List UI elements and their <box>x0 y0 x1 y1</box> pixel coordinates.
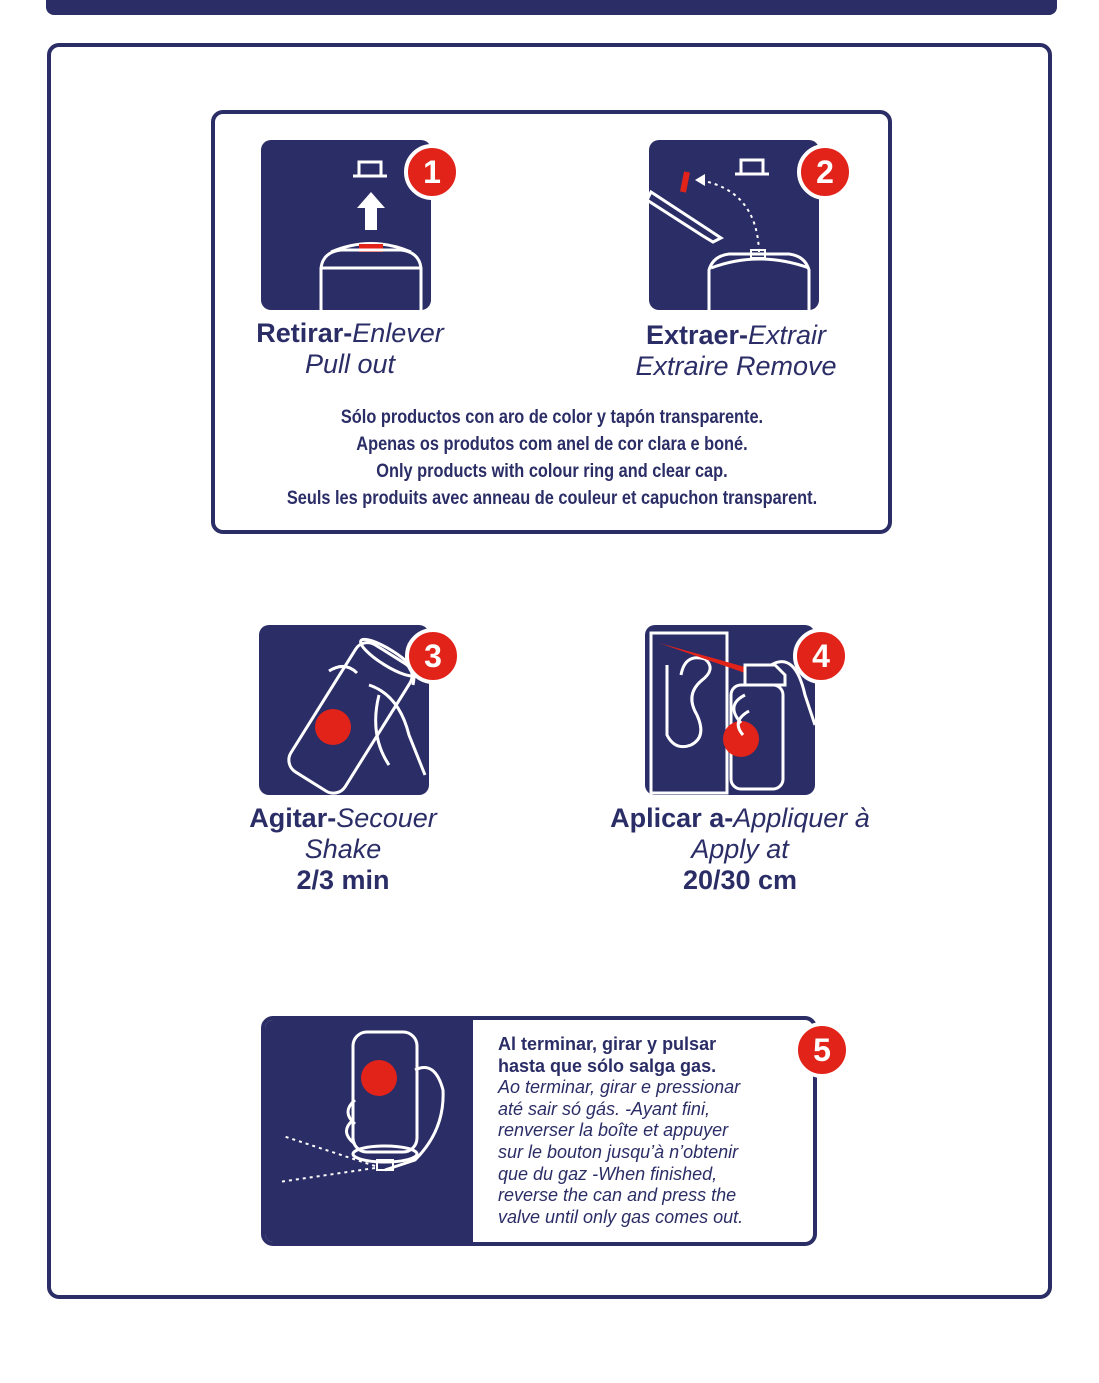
step5-text <box>498 1034 798 1228</box>
step2-number-badge: 2 <box>797 144 853 200</box>
step1-number-badge: 1 <box>404 144 460 200</box>
step1-label-italic: Enlever <box>352 318 444 348</box>
step3-label-italic: Secouer <box>336 803 437 833</box>
step5-italic-line: sur le bouton jusqu’à n’obtenir <box>498 1141 739 1162</box>
step1-line2: Pull out <box>304 349 396 379</box>
step4-label-bold: Aplicar a- <box>610 803 734 833</box>
step4-line3: 20/30 cm <box>682 865 798 895</box>
step5-italic-line: até sair só gás. -Ayant fini, <box>498 1098 710 1119</box>
step5-box <box>261 1016 817 1246</box>
step5-number-badge: 5 <box>794 1022 850 1078</box>
step4-label-italic: Appliquer à <box>733 803 870 833</box>
step2-caption <box>596 320 876 382</box>
note-line-en: Only products with colour ring and clear cap. <box>376 461 728 482</box>
top-bar <box>46 0 1057 15</box>
note-line-pt: Apenas os produtos com anel de cor clara e boné. <box>356 434 748 455</box>
step5-italic-line: renverser la boîte et appuyer <box>498 1120 729 1141</box>
step3-label-bold: Agitar- <box>249 803 337 833</box>
spray-wall-icon <box>645 625 815 795</box>
step3-caption <box>208 803 478 896</box>
can-extract-ring-icon <box>649 140 819 310</box>
note-line-es: Sólo productos con aro de color y tapón transparente. <box>340 407 764 428</box>
step2-label-bold: Extraer- <box>645 320 749 350</box>
step3-line2: Shake <box>304 834 382 864</box>
step4-number-badge: 4 <box>793 628 849 684</box>
step5-tile <box>265 1020 473 1242</box>
step3-number-badge: 3 <box>405 628 461 684</box>
step3-tile <box>259 625 429 795</box>
step3-line3: 2/3 min <box>296 865 390 895</box>
step4-caption <box>590 803 890 896</box>
inverted-can-spray-icon <box>265 1020 473 1242</box>
step5-bold-line1: Al terminar, girar y pulsar <box>498 1034 717 1054</box>
step5-italic-line: valve until only gas comes out. <box>498 1206 744 1227</box>
step2-line2: Extraire Remove <box>635 351 837 381</box>
step5-italic-line: que du gaz -When finished, <box>498 1163 718 1184</box>
step5-italic-line: reverse the can and press the <box>498 1185 737 1206</box>
step1-caption <box>220 318 480 380</box>
step1-label-bold: Retirar- <box>256 318 353 348</box>
product-note <box>262 404 842 512</box>
note-line-fr: Seuls les produits avec anneau de couleur et capuchon transparent. <box>286 488 818 509</box>
step5-italic-line: Ao terminar, girar e pressionar <box>498 1077 741 1098</box>
step4-tile <box>645 625 815 795</box>
step5-bold-line2: hasta que sólo salga gas. <box>498 1055 717 1076</box>
step2-label-italic: Extrair <box>748 320 827 350</box>
step4-line2: Apply at <box>691 834 789 864</box>
shake-can-icon <box>259 625 429 795</box>
step2-tile <box>649 140 819 310</box>
